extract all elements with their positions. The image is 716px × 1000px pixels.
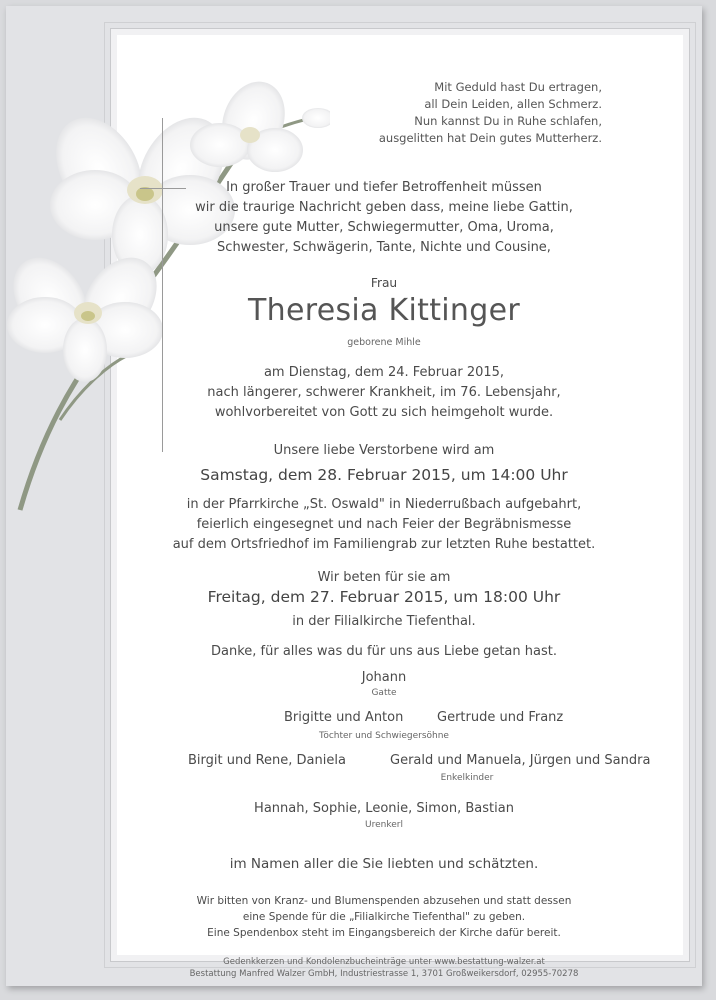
request-line: Wir bitten von Kranz- und Blumenspenden abzusehen und statt dessen (196, 895, 572, 907)
funeral-date: Samstag, dem 28. Februar 2015, um 14:00 Uhr (200, 466, 568, 484)
funeral-detail: in der Pfarrkirche „St. Oswald" in Niederrußbach aufgebahrt, (186, 497, 582, 512)
mourner-role: Urenkerl (365, 820, 403, 830)
mourner-great-grandchildren: Hannah, Sophie, Leonie, Simon, Bastian (254, 801, 514, 816)
mourner-role: Töchter und Schwiegersöhne (319, 731, 449, 741)
footer-line: Bestattung Manfred Walzer GmbH, Industriestrasse 1, 3701 Großweikersdorf, 02955-70278 (189, 969, 579, 979)
salutation: Frau (370, 276, 398, 290)
poem-line: all Dein Leiden, allen Schmerz. (424, 97, 602, 111)
mourner-spouse: Johann (361, 670, 407, 685)
thanks: Danke, für alles was du für uns aus Liebe getan hast. (211, 644, 557, 659)
poem-line: Mit Geduld hast Du ertragen, (434, 80, 602, 94)
intro-line: wir die traurige Nachricht geben dass, meine liebe Gattin, (195, 200, 573, 215)
funeral-detail: feierlich eingesegnet und nach Feier der Begräbnismesse (196, 517, 572, 532)
closing-line: im Namen aller die Sie liebten und schätzten. (229, 856, 539, 872)
poem-line: ausgelitten hat Dein gutes Mutterherz. (378, 131, 602, 145)
intro-line: In großer Trauer und tiefer Betroffenheit müssen (226, 180, 542, 195)
footer-line: Gedenkkerzen und Kondolenzbucheinträge unter www.bestattung-walzer.at (223, 957, 545, 967)
intro-line: Schwester, Schwägerin, Tante, Nichte und Cousine, (217, 240, 551, 255)
death-line: nach längerer, schwerer Krankheit, im 76. Lebensjahr, (207, 385, 561, 400)
mourner-grandchildren: Gerald und Manuela, Jürgen und Sandra (390, 753, 651, 768)
deceased-name: Theresia Kittinger (248, 293, 520, 328)
intro-line: unsere gute Mutter, Schwiegermutter, Oma, Uroma, (214, 220, 554, 235)
prayer-place: in der Filialkirche Tiefenthal. (292, 614, 476, 629)
death-line: am Dienstag, dem 24. Februar 2015, (263, 365, 505, 380)
request-line: Eine Spendenbox steht im Eingangsbereich der Kirche dafür bereit. (207, 927, 561, 939)
request-line: eine Spende für die „Filialkirche Tiefenthal" zu geben. (242, 911, 526, 923)
funeral-intro: Unsere liebe Verstorbene wird am (273, 443, 495, 458)
mourner-role: Gatte (371, 688, 397, 698)
mourner-daughter: Gertrude und Franz (437, 710, 564, 725)
poem-line: Nun kannst Du in Ruhe schlafen, (414, 114, 602, 128)
death-line: wohlvorbereitet von Gott zu sich heimgeholt wurde. (214, 405, 554, 420)
mourner-daughter: Brigitte und Anton (284, 710, 404, 725)
mourner-role: Enkelkinder (440, 773, 494, 783)
prayer-intro: Wir beten für sie am (317, 570, 451, 585)
mourner-grandchildren: Birgit und Rene, Daniela (188, 753, 346, 768)
prayer-date: Freitag, dem 27. Februar 2015, um 18:00 Uhr (207, 588, 561, 606)
maiden-name: geborene Mihle (347, 337, 421, 348)
poem (340, 79, 602, 147)
funeral-detail: auf dem Ortsfriedhof im Familiengrab zur letzten Ruhe bestattet. (172, 537, 596, 552)
